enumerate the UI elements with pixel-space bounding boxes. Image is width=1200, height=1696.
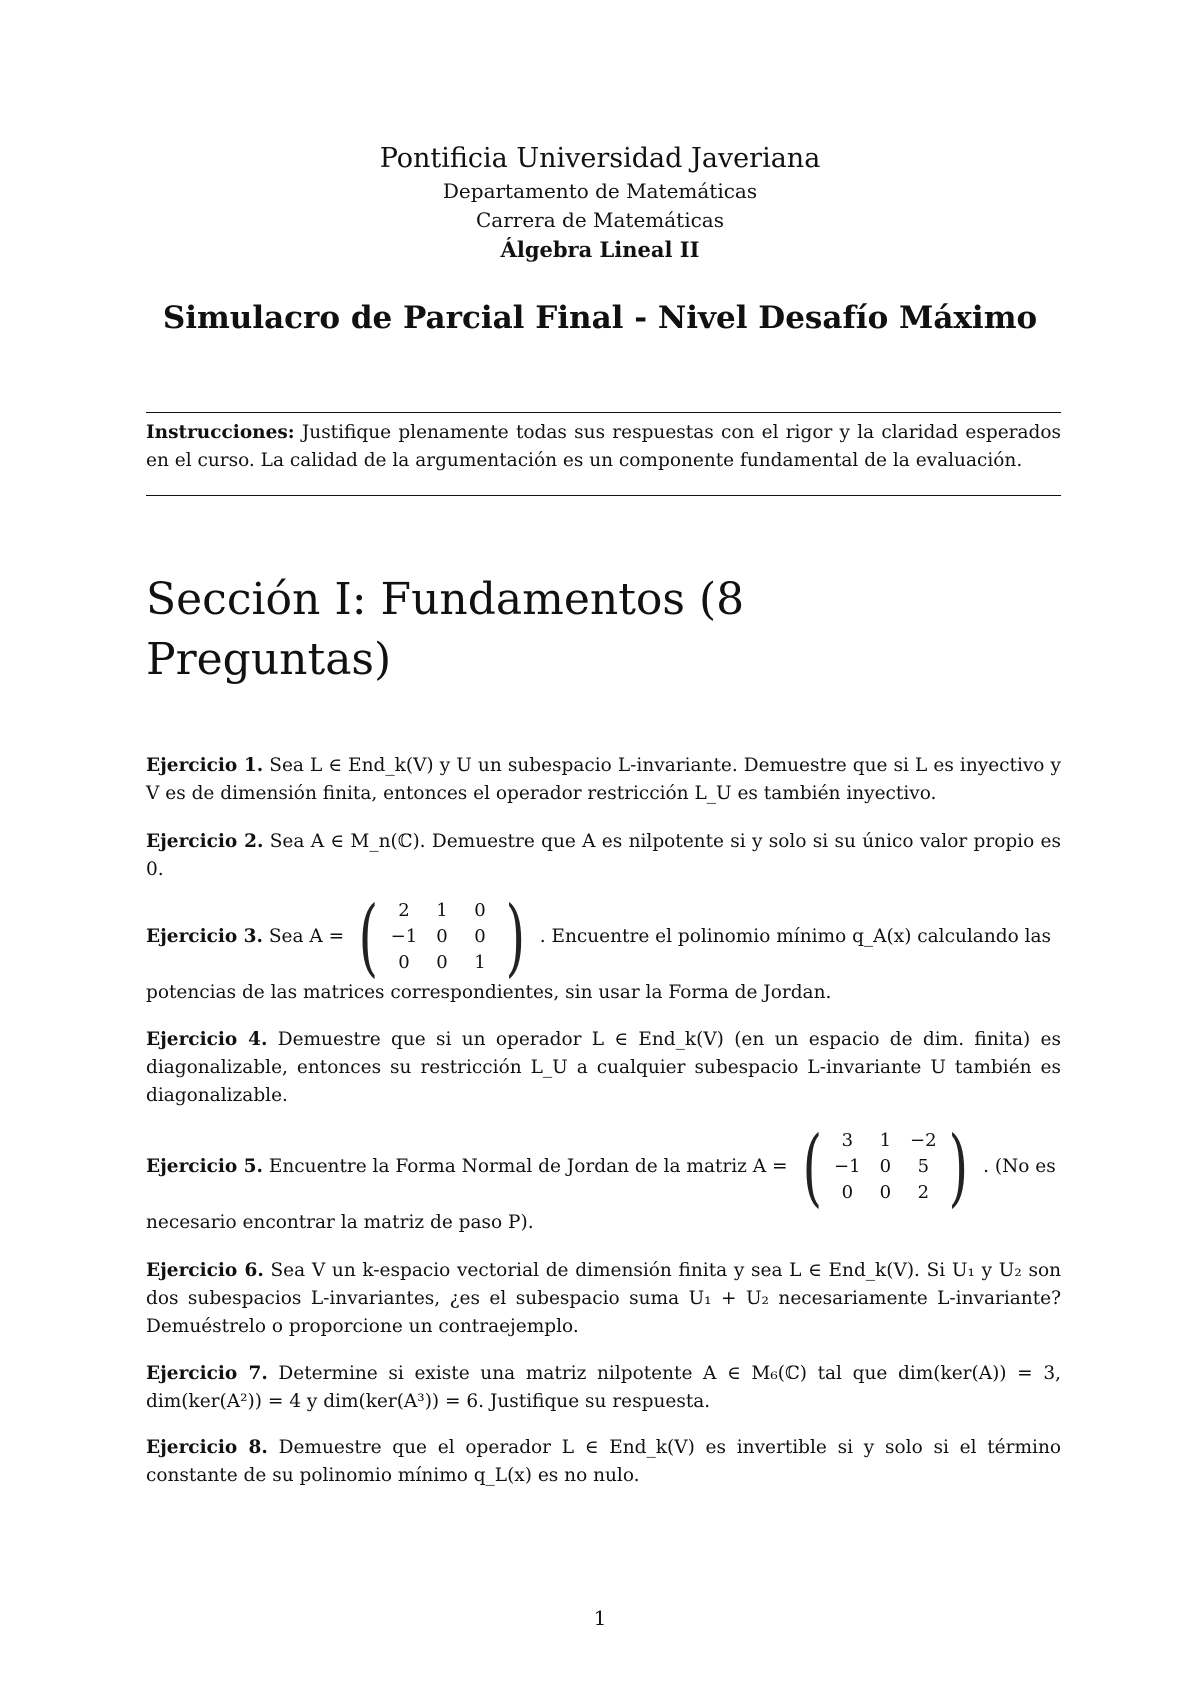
exercise-label: Ejercicio 5. [146,1156,263,1177]
university-name: Pontificia Universidad Javeriana [379,143,821,174]
section-heading [146,570,1061,690]
exercise-3-matrix-row [146,888,1061,986]
exercise-2 [146,828,1061,884]
instructions-text: Justifique plenamente todas sus respuestas con el rigor y la claridad esperados en el curso. La calidad de la argumentación es un componente fundamental de la evaluación. [146,422,1061,471]
matrix-a [352,888,532,986]
exercise-label: Ejercicio 3. [146,926,263,947]
exercise-post-text: . (No es [983,1156,1056,1177]
matrix-cell: 0 [879,1182,892,1203]
matrix-cell: −1 [834,1156,861,1177]
right-paren: ) [505,888,526,986]
exercise-5 [146,1118,1061,1237]
exercise-text: Determine si existe una matriz nilpotente A ∈ M₆(ℂ) tal que dim(ker(A)) = 3, dim(ker(A²)) = 4 y dim(ker(A³)) = 6. Justifique su respuesta. [146,1363,1061,1412]
matrix-cell: 1 [879,1130,892,1151]
department-name: Departamento de Matemáticas [442,179,758,203]
matrix-cell: 1 [474,952,486,973]
program-name: Carrera de Matemáticas [475,208,724,232]
section-heading-line1: Sección I: Fundamentos (8 [146,574,745,625]
matrix-cell: 0 [436,926,448,947]
exercise-label: Ejercicio 8. [146,1437,268,1458]
exercise-5-matrix-row [146,1118,1061,1216]
matrix-cell: 0 [474,900,486,921]
exercise-text: Demuestre que el operador L ∈ End_k(V) es invertible si y solo si el término constante de su polinomio mínimo q_L(x) es no nulo. [146,1437,1061,1486]
page-number: 1 [593,1606,607,1630]
exercise-label: Ejercicio 4. [146,1029,268,1050]
instructions [146,419,1061,475]
exercise-pre-text: Sea A = [263,926,345,947]
exercise-text: Demuestre que si un operador L ∈ End_k(V) (en un espacio de dim. finita) es diagonalizable, entonces su restricción L_U a cualquier subespacio L-invariante U también es diagonalizable. [146,1029,1061,1106]
instructions-label: Instrucciones: [146,422,295,443]
exercise-8 [146,1434,1061,1490]
matrix-cell: 0 [474,926,486,947]
matrix-grid [828,1128,942,1206]
exercise-7 [146,1360,1061,1416]
left-paren: ( [802,1118,822,1216]
matrix-cell: 2 [398,900,410,921]
exercise-label: Ejercicio 7. [146,1363,268,1384]
exercise-text: Sea L ∈ End_k(V) y U un subespacio L-invariante. Demuestre que si L es inyectivo y V es de dimensión finita, entonces el operador restricción L_U es también inyectivo. [146,755,1061,804]
course-name: Álgebra Lineal II [500,237,700,262]
section-heading-line2: Preguntas) [146,634,392,685]
matrix-cell: −1 [390,926,418,947]
exercise-tail-text: necesario encontrar la matriz de paso P). [146,1212,534,1233]
right-paren: ) [948,1118,969,1216]
left-paren: ( [358,888,379,986]
matrix-cell: 0 [398,952,410,973]
exam-title: Simulacro de Parcial Final - Nivel Desafío Máximo [162,300,1038,336]
exercise-1 [146,752,1061,808]
matrix-a [796,1118,976,1216]
matrix-cell: 3 [841,1130,854,1151]
exercise-label: Ejercicio 2. [146,831,264,852]
exercise-text: Sea A ∈ M_n(ℂ). Demuestre que A es nilpotente si y solo si su único valor propio es 0. [146,831,1061,880]
exercise-pre-text: Encuentre la Forma Normal de Jordan de la matriz A = [263,1156,788,1177]
exercise-3 [146,888,1061,1007]
top-divider [146,412,1061,413]
matrix-cell: −2 [910,1130,937,1151]
matrix-cell: 2 [917,1182,930,1203]
matrix-cell: 5 [917,1156,930,1177]
exercise-6 [146,1257,1061,1341]
exercise-text: Sea V un k-espacio vectorial de dimensión finita y sea L ∈ End_k(V). Si U₁ y U₂ son dos subespacios L-invariantes, ¿es el subespacio suma U₁ + U₂ necesariamente L-invariante? Demuéstrelo o proporcione un contraejemplo. [146,1260,1061,1337]
exercise-post-text: . Encuentre el polinomio mínimo q_A(x) calculando las [539,926,1052,947]
matrix-grid [385,898,499,976]
bottom-divider [146,495,1061,496]
exercise-tail-text: potencias de las matrices correspondientes, sin usar la Forma de Jordan. [146,982,832,1003]
matrix-cell: 0 [436,952,448,973]
exercise-label: Ejercicio 1. [146,755,264,776]
matrix-cell: 0 [879,1156,892,1177]
exercise-label: Ejercicio 6. [146,1260,264,1281]
matrix-cell: 1 [436,900,448,921]
matrix-cell: 0 [841,1182,854,1203]
exercise-4 [146,1026,1061,1110]
